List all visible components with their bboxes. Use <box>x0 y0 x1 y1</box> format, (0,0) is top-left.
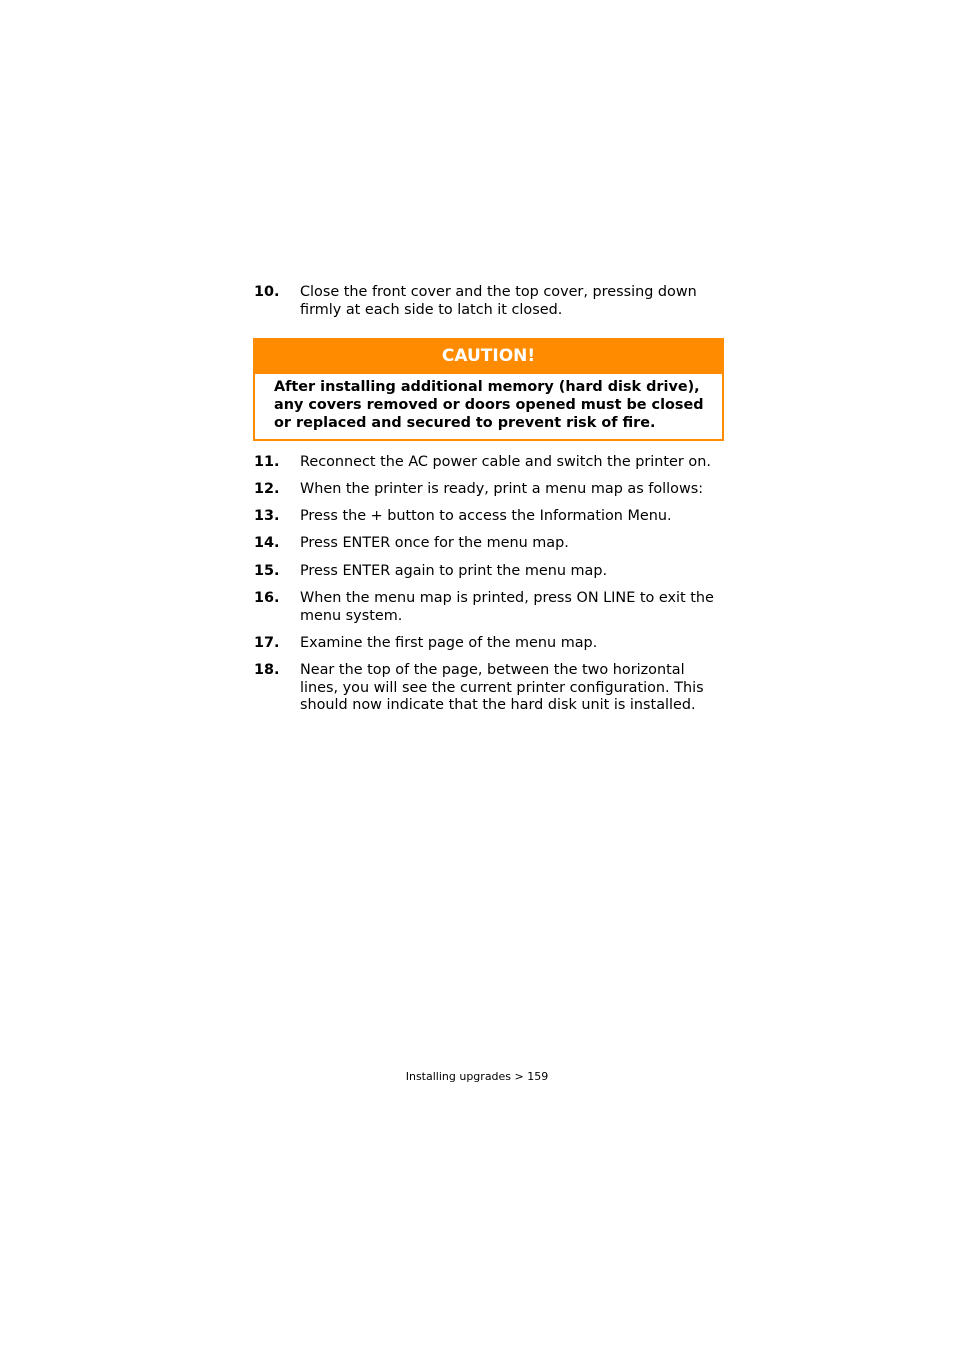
page-footer: Installing upgrades > 159 <box>405 1070 549 1083</box>
step-17 <box>254 635 724 653</box>
step-text: When the printer is ready, print a menu map as follows: <box>300 481 704 497</box>
step-text: Press the + button to access the Information Menu. <box>300 508 672 524</box>
step-text: When the menu map is printed, press ON LINE to exit the menu system. <box>300 590 714 624</box>
step-number: 10. <box>254 284 280 300</box>
caution-box <box>253 338 724 441</box>
step-text: Press ENTER again to print the menu map. <box>300 563 608 579</box>
step-number: 14. <box>254 535 280 551</box>
step-14 <box>254 535 724 553</box>
step-text: Press ENTER once for the menu map. <box>300 535 569 551</box>
step-number: 18. <box>254 662 280 678</box>
step-text: Close the front cover and the top cover, pressing down firmly at each side to latch it closed. <box>300 284 697 318</box>
step-number: 16. <box>254 590 280 606</box>
step-text: Near the top of the page, between the two horizontal lines, you will see the current printer configuration. This should now indicate that the hard disk unit is installed. <box>300 662 704 714</box>
step-number: 15. <box>254 563 280 579</box>
step-18 <box>254 662 724 715</box>
step-text: Reconnect the AC power cable and switch the printer on. <box>300 454 711 470</box>
step-10 <box>254 284 724 319</box>
step-number: 11. <box>254 454 280 470</box>
caution-text: After installing additional memory (hard disk drive), any covers removed or doors opened must be closed or replaced and secured to prevent risk of fire. <box>274 379 704 431</box>
step-13 <box>254 508 724 526</box>
step-number: 17. <box>254 635 280 651</box>
step-11 <box>254 454 724 472</box>
step-number: 13. <box>254 508 280 524</box>
caution-title: CAUTION! <box>255 340 722 374</box>
step-12 <box>254 481 724 499</box>
step-16 <box>254 590 724 625</box>
step-number: 12. <box>254 481 280 497</box>
step-15 <box>254 563 724 581</box>
step-text: Examine the first page of the menu map. <box>300 635 598 651</box>
